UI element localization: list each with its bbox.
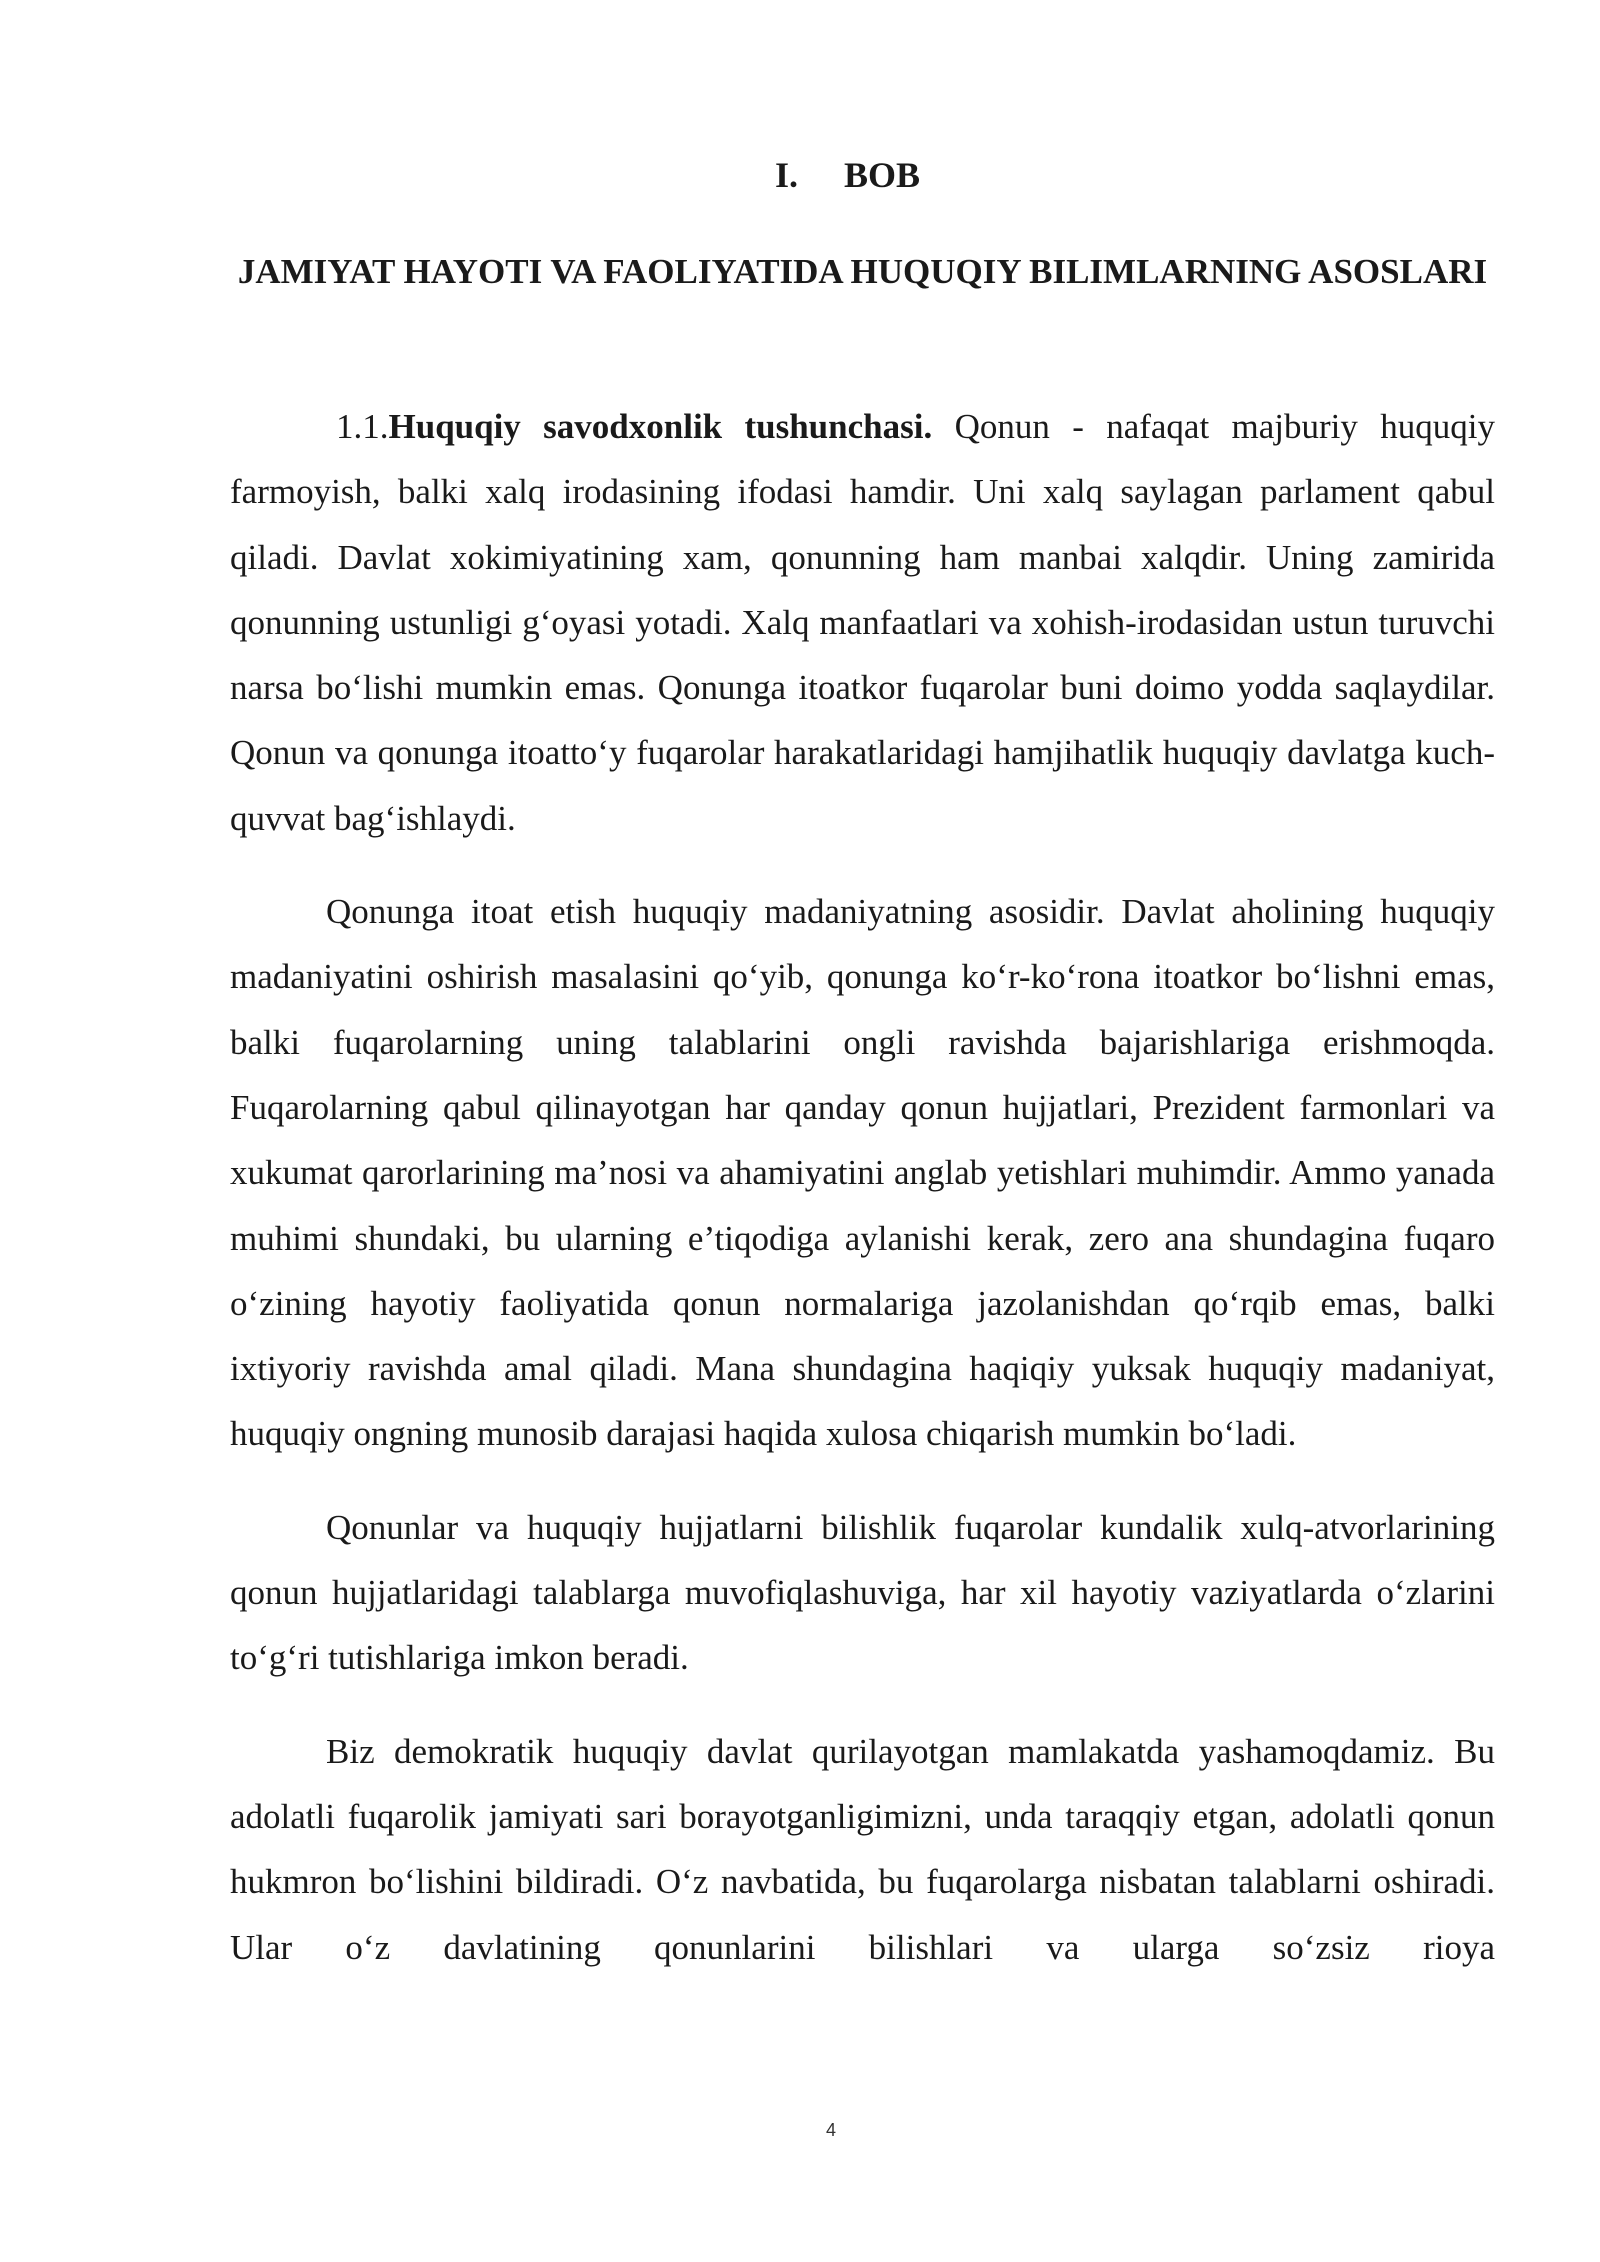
paragraph-2: Qonunga itoat etish huquqiy madaniyatning asosidir. Davlat aholining huquqiy madaniyatini oshirish masalasini qo‘yib, qonunga ko‘r-ko‘rona itoatkor bo‘lishni emas, balki fuqarolarning uning talablarini ongli ravishda bajarishlariga erishmoqda. Fuqarolarning qabul qilinayotgan har qanday qonun hujjatlari, Prezident farmonlari va xukumat qarorlarining ma’nosi va ahamiyatini anglab yetishlari muhimdir. Ammo yanada muhimi shundaki, bu ularning e’tiqodiga aylanishi kerak, zero ana shundagina fuqaro o‘zining hayotiy faoliyatida qonun normalariga jazolanishdan qo‘rqib emas, balki ixtiyoriy ravishda amal qiladi. Mana shundagina haqiqiy yuksak huquqiy madaniyat, huquqiy ongning munosib darajasi haqida xulosa chiqarish mumkin bo‘ladi. [230, 892, 1495, 1454]
page-number: 4 [825, 2120, 836, 2140]
paragraph-4: Biz demokratik huquqiy davlat qurilayotgan mamlakatda yashamoqdamiz. Bu adolatli fuqarolik jamiyati sari borayotganligimizni, unda taraqqiy etgan, adolatli qonun hukmron bo‘lishini bildiradi. O‘z navbatida, bu fuqarolarga nisbatan talablarni oshiradi. Ular o‘z davlatining qonunlarini bilishlari va ularga so‘zsiz rioya [230, 1731, 1495, 1967]
section-number: 1.1. [336, 407, 389, 446]
paragraph-1 [230, 394, 1495, 851]
paragraph-1-text: Qonun - nafaqat majburiy huquqiy farmoyish, balki xalq irodasining ifodasi hamdir. Uni xalq saylagan parlament qabul qiladi. Davlat xokimiyatining xam, qonunning ham manbai xalqdir. Uning zamirida qonunning ustunligi g‘oyasi yotadi. Xalq manfaatlari va xohish-irodasidan ustun turuvchi narsa bo‘lishi mumkin emas. Qonunga itoatkor fuqarolar buni doimo yodda saqlaydilar. Qonun va qonunga itoatto‘y fuqarolar harakatlaridagi hamjihatlik huquqiy davlatga kuch-quvvat bag‘ishlaydi. [230, 407, 1495, 838]
chapter-number: I. [774, 155, 798, 195]
paragraph-3: Qonunlar va huquqiy hujjatlarni bilishlik fuqarolar kundalik xulq-atvorlarining qonun hujjatlaridagi talablarga muvofiqlashuviga, har xil hayotiy vaziyatlarda o‘zlarini to‘g‘ri tutishlariga imkon beradi. [230, 1507, 1495, 1678]
chapter-heading [0, 148, 1600, 202]
chapter-title: JAMIYAT HAYOTI VA FAOLIYATIDA HUQUQIY BILIMLARNING ASOSLARI [237, 252, 1488, 291]
section-title: Huquqiy savodxonlik tushunchasi. [388, 407, 933, 446]
chapter-label: BOB [843, 155, 921, 195]
body-text [230, 394, 1495, 2008]
